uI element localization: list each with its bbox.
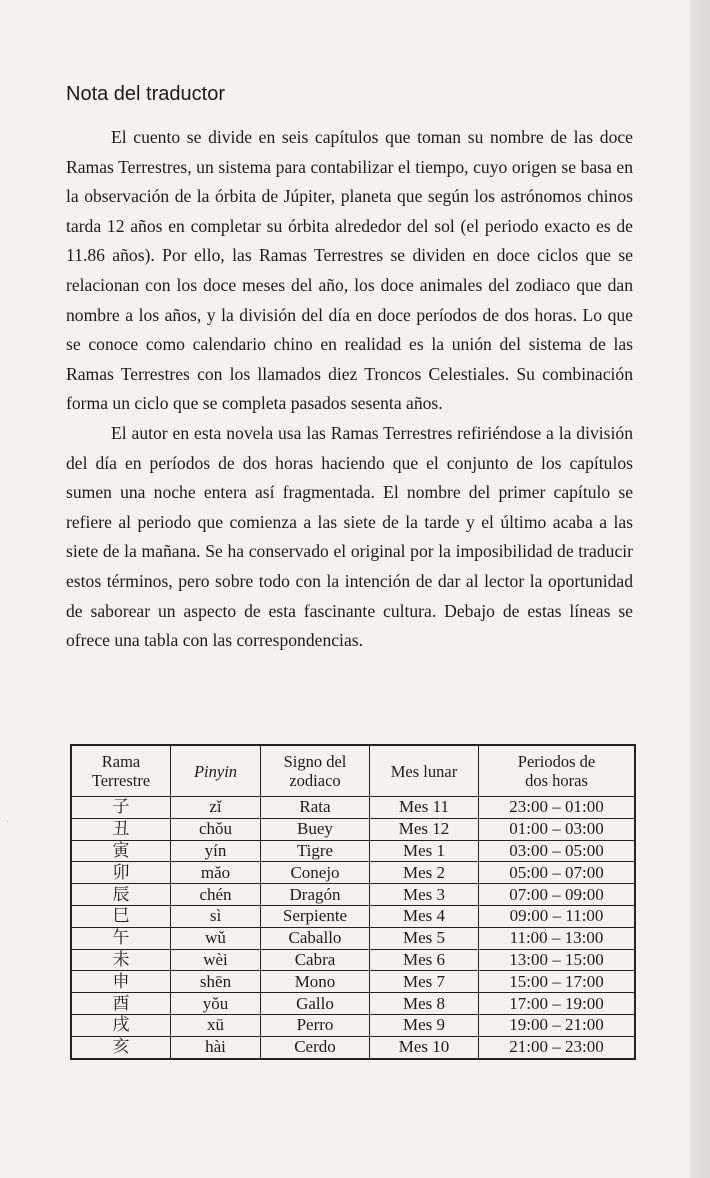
cell-pinyin: sì — [171, 905, 261, 927]
cell-mes: Mes 2 — [370, 862, 479, 884]
cell-signo: Mono — [261, 971, 370, 993]
paper-speck: ˙ — [6, 818, 10, 832]
cell-periodo: 03:00 – 05:00 — [479, 840, 636, 862]
earthly-branches-table — [70, 744, 636, 1060]
cell-periodo: 11:00 – 13:00 — [479, 927, 636, 949]
cell-periodo: 15:00 – 17:00 — [479, 971, 636, 993]
cell-periodo: 01:00 – 03:00 — [479, 818, 636, 840]
cell-rama: 巳 — [71, 905, 171, 927]
table-row — [71, 862, 635, 884]
cell-mes: Mes 12 — [370, 818, 479, 840]
header-rama-line1: Rama — [101, 752, 141, 771]
cell-signo: Dragón — [261, 884, 370, 906]
cell-pinyin: chǒu — [171, 818, 261, 840]
cell-signo: Perro — [261, 1014, 370, 1036]
table-row — [71, 949, 635, 971]
cell-rama: 子 — [71, 797, 171, 819]
cell-pinyin: yín — [171, 840, 261, 862]
table-row — [71, 818, 635, 840]
cell-signo: Tigre — [261, 840, 370, 862]
cell-mes: Mes 5 — [370, 927, 479, 949]
cell-pinyin: shēn — [171, 971, 261, 993]
cell-mes: Mes 7 — [370, 971, 479, 993]
header-rama-line2: Terrestre — [91, 771, 151, 790]
cell-pinyin: yǒu — [171, 993, 261, 1015]
paragraph-1: El cuento se divide en seis capítulos que toman su nombre de las doce Ramas Terrestres, un sistema para contabilizar el tiempo, cuyo origen se basa en la observación de la órbita de Júpiter, planeta que según los astrónomos chinos tarda 12 años en completar su órbita alrededor del sol (el periodo exacto es de 11.86 años). Por ello, las Ramas Terrestres se dividen en doce ciclos que se relacionan con los doce meses del año, los doce animales del zodiaco que dan nombre a los años, y la división del día en doce períodos de dos horas. Lo que se conoce como calendario chino en realidad es la unión del sistema de las Ramas Terrestres con los llamados diez Troncos Celestiales. Su combinación forma un ciclo que se completa pasados sesenta años. — [66, 127, 633, 414]
cell-mes: Mes 10 — [370, 1036, 479, 1058]
header-signo — [261, 745, 370, 797]
cell-pinyin: mǎo — [171, 862, 261, 884]
cell-rama: 亥 — [71, 1036, 171, 1058]
cell-periodo: 07:00 – 09:00 — [479, 884, 636, 906]
header-signo-line2: zodiaco — [289, 771, 341, 790]
header-periodos — [479, 745, 636, 797]
cell-mes: Mes 11 — [370, 797, 479, 819]
cell-periodo: 05:00 – 07:00 — [479, 862, 636, 884]
table-row — [71, 993, 635, 1015]
cell-pinyin: xū — [171, 1014, 261, 1036]
cell-periodo: 19:00 – 21:00 — [479, 1014, 636, 1036]
cell-rama: 戌 — [71, 1014, 171, 1036]
cell-rama: 辰 — [71, 884, 171, 906]
table-row — [71, 1014, 635, 1036]
cell-pinyin: hài — [171, 1036, 261, 1058]
cell-periodo: 17:00 – 19:00 — [479, 993, 636, 1015]
cell-rama: 午 — [71, 927, 171, 949]
cell-mes: Mes 4 — [370, 905, 479, 927]
cell-rama: 寅 — [71, 840, 171, 862]
cell-periodo: 21:00 – 23:00 — [479, 1036, 636, 1058]
table-body — [71, 797, 635, 1059]
cell-mes: Mes 3 — [370, 884, 479, 906]
table-row — [71, 797, 635, 819]
cell-mes: Mes 6 — [370, 949, 479, 971]
cell-periodo: 09:00 – 11:00 — [479, 905, 636, 927]
table-header-row — [71, 745, 635, 797]
cell-signo: Caballo — [261, 927, 370, 949]
cell-rama: 未 — [71, 949, 171, 971]
table-row — [71, 927, 635, 949]
cell-mes: Mes 9 — [370, 1014, 479, 1036]
page-heading: Nota del traductor — [66, 83, 225, 105]
table-row — [71, 884, 635, 906]
cell-signo: Serpiente — [261, 905, 370, 927]
cell-rama: 卯 — [71, 862, 171, 884]
header-periodos-line1: Periodos de — [517, 752, 596, 771]
cell-pinyin: wǔ — [171, 927, 261, 949]
cell-periodo: 13:00 – 15:00 — [479, 949, 636, 971]
header-rama-terrestre — [71, 745, 171, 797]
header-mes-lunar: Mes lunar — [370, 745, 479, 797]
cell-pinyin: chén — [171, 884, 261, 906]
body-text — [66, 123, 633, 656]
table-row — [71, 971, 635, 993]
header-signo-line1: Signo del — [283, 752, 347, 771]
cell-periodo: 23:00 – 01:00 — [479, 797, 636, 819]
cell-rama: 酉 — [71, 993, 171, 1015]
table-row — [71, 1036, 635, 1058]
table-row — [71, 840, 635, 862]
cell-signo: Cerdo — [261, 1036, 370, 1058]
header-pinyin: Pinyin — [171, 745, 261, 797]
cell-pinyin: wèi — [171, 949, 261, 971]
cell-rama: 丑 — [71, 818, 171, 840]
page-edge — [690, 0, 710, 1178]
cell-signo: Cabra — [261, 949, 370, 971]
cell-signo: Conejo — [261, 862, 370, 884]
table-row — [71, 905, 635, 927]
cell-mes: Mes 8 — [370, 993, 479, 1015]
cell-signo: Gallo — [261, 993, 370, 1015]
cell-mes: Mes 1 — [370, 840, 479, 862]
cell-signo: Buey — [261, 818, 370, 840]
paragraph-2: El autor en esta novela usa las Ramas Terrestres refiriéndose a la división del día en períodos de dos horas haciendo que el conjunto de los capítulos sumen una noche entera así fragmentada. El nombre del primer capítulo se refiere al periodo que comienza a las siete de la tarde y el último acaba a las siete de la mañana. Se ha conservado el original por la imposibilidad de traducir estos términos, pero sobre todo con la intención de dar al lector la oportunidad de saborear un aspecto de esta fascinante cultura. Debajo de estas líneas se ofrece una tabla con las correspondencias. — [66, 422, 633, 651]
cell-signo: Rata — [261, 797, 370, 819]
cell-pinyin: zǐ — [171, 797, 261, 819]
cell-rama: 申 — [71, 971, 171, 993]
header-periodos-line2: dos horas — [525, 771, 588, 790]
